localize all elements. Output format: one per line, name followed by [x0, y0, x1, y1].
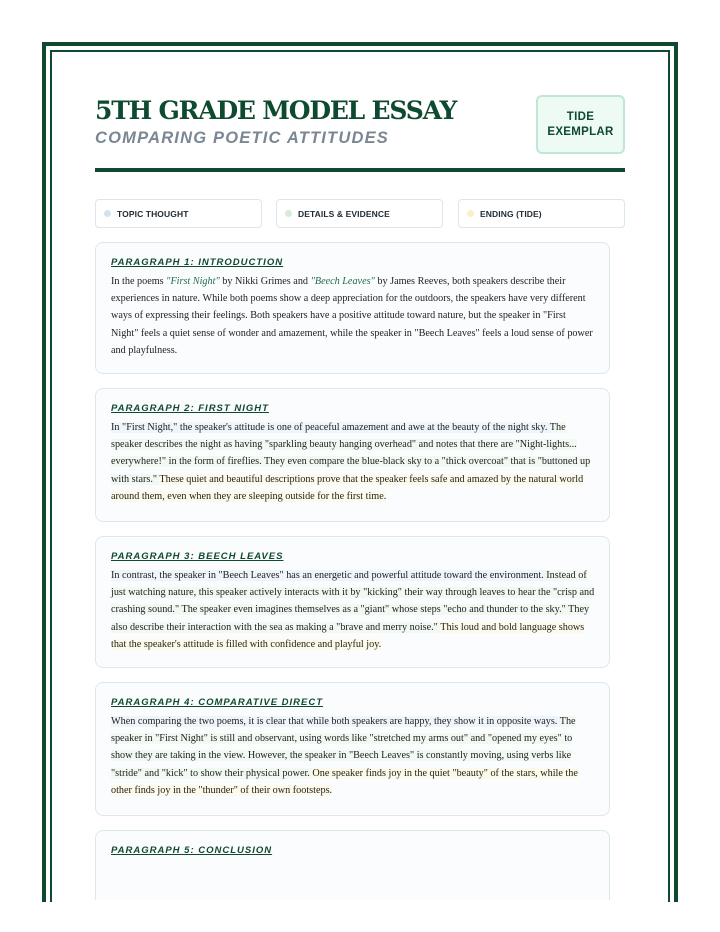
- p3-topic: In contrast, the speaker in "Beech Leaves" has an energetic and powerful attitude toward the environment.: [111, 570, 547, 581]
- paragraph-3-card: [95, 536, 610, 668]
- paragraph-1-text: [111, 273, 595, 359]
- paragraph-2-card: [95, 388, 610, 522]
- p4-details: The speaker in "First Night" is still and observant, using words like "stretched my arms out" and "opened my eyes" to show they are taking in the view. However, the speaker in "Beech Leaves" is constantly moving, using verbs like "stride" and "kick" to show their physical power.: [111, 716, 576, 779]
- details-dot-icon: [285, 210, 292, 217]
- p4-topic: When comparing the two poems, it is clear that while both speakers are happy, they show it in opposite ways.: [111, 716, 560, 727]
- header-divider: [95, 168, 625, 172]
- ending-dot-icon: [467, 210, 474, 217]
- p1-text-b: by Nikki Grimes and: [219, 276, 311, 287]
- p1-text-c: by James Reeves, both speakers describe their experiences in nature. While both poems show a deep appreciation for the outdoors, the speakers have very different ways of expressing their feelings. Both speakers have a positive attitude toward nature, but the speaker in "First Night" feels a quiet sense of wonder and amazement, while the speaker in "Beech Leaves" feels a loud sense of power and playfulness.: [111, 276, 593, 356]
- topic-dot-icon: [104, 210, 111, 217]
- p1-text-a: In the poems: [111, 276, 167, 287]
- paragraph-1-heading: PARAGRAPH 1: INTRODUCTION: [111, 257, 284, 268]
- paragraph-3-text: [111, 567, 595, 653]
- paragraph-4-text: [111, 713, 595, 799]
- p2-ending: These quiet and beautiful descriptions prove that the speaker feels safe and amazed by the natural world around them, even when they are sleeping outside for the first time.: [111, 473, 584, 502]
- paragraph-2-heading: PARAGRAPH 2: FIRST NIGHT: [111, 403, 269, 414]
- p3-ending: This loud and bold language shows that the speaker's attitude is filled with confidence and playful joy.: [111, 621, 585, 650]
- badge-line-1: TIDE: [566, 110, 595, 123]
- paragraph-5-heading: PARAGRAPH 5: CONCLUSION: [111, 845, 273, 856]
- p1-poem-title-1: "First Night": [166, 276, 220, 287]
- legend-item-topic: [95, 199, 262, 228]
- p1-poem-title-2: "Beech Leaves": [310, 276, 375, 287]
- paragraph-4-heading: PARAGRAPH 4: COMPARATIVE DIRECT: [111, 697, 324, 708]
- p2-details: The speaker describes the night as having "sparkling beauty hanging overhead" and notes that there are "Night-lights... everywhere!" in the form of fireflies. They even compare the blue-black sky to a "thick overcoat" that is "buttoned up with stars.": [111, 422, 591, 485]
- badge-line-2: EXEMPLAR: [547, 125, 614, 138]
- paragraph-2-text: [111, 419, 595, 505]
- page-subtitle: COMPARING POETIC ATTITUDES: [95, 129, 389, 147]
- p2-topic: In "First Night," the speaker's attitude is one of peaceful amazement and awe at the beauty of the night sky.: [111, 422, 550, 433]
- paragraph-5-card: [95, 830, 610, 900]
- p4-ending: One speaker finds joy in the quiet "beauty" of the stars, while the other finds joy in the "thunder" of their own footsteps.: [111, 767, 578, 796]
- paragraph-4-card: [95, 682, 610, 816]
- color-legend: [95, 199, 625, 228]
- p3-details: Instead of just watching nature, this speaker actively interacts with it by "kicking" their way through leaves to hear the "crisp and crashing sound." The speaker even imagines themselves as a "giant" whose steps "echo and thunder to the sky." They also describe their interaction with the sea as making a "brave and merry noise.": [111, 570, 595, 633]
- page-title: 5TH GRADE MODEL ESSAY: [95, 96, 457, 125]
- legend-item-ending: [458, 199, 625, 228]
- legend-label-ending: ENDING (TIDE): [480, 208, 542, 219]
- paragraph-3-heading: PARAGRAPH 3: BEECH LEAVES: [111, 551, 284, 562]
- legend-label-details: DETAILS & EVIDENCE: [298, 208, 390, 219]
- legend-item-details: [276, 199, 443, 228]
- tide-exemplar-badge: [536, 95, 625, 154]
- legend-label-topic: TOPIC THOUGHT: [117, 208, 189, 219]
- paragraph-1-card: [95, 242, 610, 374]
